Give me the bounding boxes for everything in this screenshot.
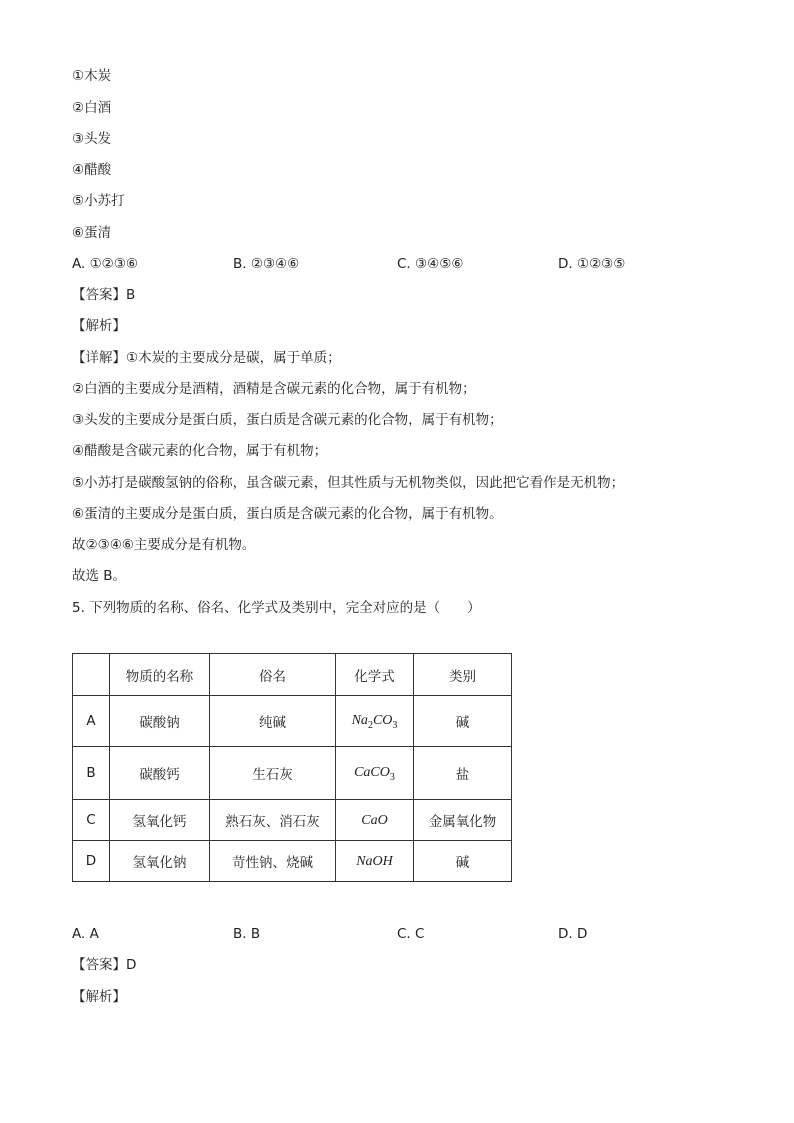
q5-option-c: C. C (397, 926, 425, 942)
table-row (73, 696, 512, 747)
q4-option-d: D. ①②③⑤ (558, 256, 626, 272)
header-cell: 化学式 (336, 654, 414, 696)
q4-detail-line: ④醋酸是含碳元素的化合物，属于有机物； (72, 443, 328, 459)
q4-analysis-heading: 【解析】 (72, 318, 126, 334)
substance-name: 氢氧化钙 (110, 800, 210, 841)
q5-option-a: A. A (72, 926, 99, 942)
q4-detail-line: ③头发的主要成分是蛋白质，蛋白质是含碳元素的化合物，属于有机物； (72, 412, 503, 428)
item-baking-soda: ⑤小苏打 (72, 193, 125, 209)
q4-detail-line: ⑤小苏打是碳酸氢钠的俗称，虽含碳元素，但其性质与无机物类似，因此把它看作是无机物； (72, 475, 625, 491)
table-header-row (73, 654, 512, 696)
item-charcoal: ①木炭 (72, 68, 112, 84)
q5-option-b: B. B (233, 926, 261, 942)
row-label: D (73, 841, 110, 882)
category: 金属氧化物 (414, 800, 512, 841)
row-label: A (73, 696, 110, 747)
item-egg-white: ⑥蛋清 (72, 225, 112, 241)
q4-final-choice: 故选 B。 (72, 568, 127, 584)
table-row (73, 800, 512, 841)
header-cell: 物质的名称 (110, 654, 210, 696)
header-cell: 俗名 (210, 654, 336, 696)
substance-name: 氢氧化钠 (110, 841, 210, 882)
table-row (73, 841, 512, 882)
common-name: 熟石灰、消石灰 (210, 800, 336, 841)
q4-detail-line: 【详解】①木炭的主要成分是碳，属于单质； (72, 350, 341, 366)
formula-part: CaCO (354, 764, 390, 780)
chemical-formula (336, 800, 414, 841)
header-cell (73, 654, 110, 696)
formula-subscript: 3 (389, 771, 395, 783)
item-hair: ③头发 (72, 131, 112, 147)
chemical-formula (336, 747, 414, 800)
item-acetic-acid: ④醋酸 (72, 162, 112, 178)
formula-part: CaO (361, 812, 388, 828)
substance-name: 碳酸钠 (110, 696, 210, 747)
row-label: C (73, 800, 110, 841)
q4-option-a: A. ①②③⑥ (72, 256, 138, 272)
common-name: 纯碱 (210, 696, 336, 747)
formula-part: CO (372, 712, 393, 728)
q5-analysis-heading: 【解析】 (72, 989, 126, 1005)
header-cell: 类别 (414, 654, 512, 696)
q4-detail-line: ⑥蛋清的主要成分是蛋白质，蛋白质是含碳元素的化合物，属于有机物。 (72, 506, 503, 522)
q4-conclusion: 故②③④⑥主要成分是有机物。 (72, 537, 256, 553)
formula-subscript: 3 (392, 719, 398, 731)
q5-option-d: D. D (558, 926, 588, 942)
q4-detail-line: ②白酒的主要成分是酒精，酒精是含碳元素的化合物，属于有机物； (72, 381, 476, 397)
chemical-formula (336, 696, 414, 747)
category: 碱 (414, 841, 512, 882)
category: 碱 (414, 696, 512, 747)
q4-option-b: B. ②③④⑥ (233, 256, 300, 272)
q5-table (72, 653, 512, 882)
q5-question: 5. 下列物质的名称、俗名、化学式及类别中，完全对应的是（ ） (72, 600, 481, 616)
formula-part: Na (351, 712, 368, 728)
q4-option-c: C. ③④⑤⑥ (397, 256, 464, 272)
chemical-formula (336, 841, 414, 882)
q4-answer: 【答案】B (72, 287, 136, 303)
item-liquor: ②白酒 (72, 100, 112, 116)
formula-subscript: 2 (367, 719, 373, 731)
common-name: 生石灰 (210, 747, 336, 800)
formula-part: NaOH (356, 853, 393, 869)
table-row (73, 747, 512, 800)
substance-name: 碳酸钙 (110, 747, 210, 800)
row-label: B (73, 747, 110, 800)
common-name: 苛性钠、烧碱 (210, 841, 336, 882)
q5-answer: 【答案】D (72, 957, 137, 973)
category: 盐 (414, 747, 512, 800)
